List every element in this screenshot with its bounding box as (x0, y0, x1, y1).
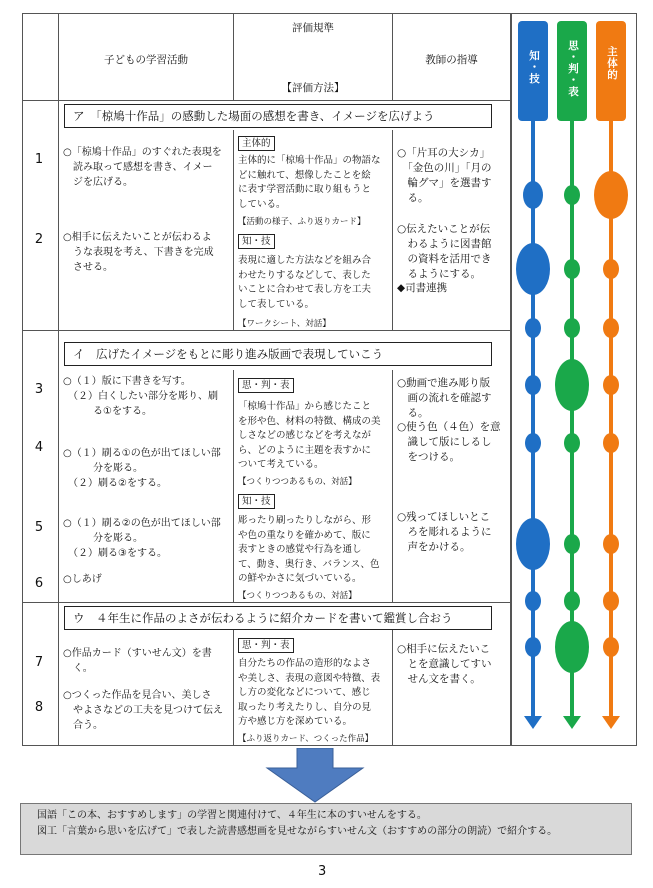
criteria-note-5: 【ふり返りカード、つくった作品】 (238, 734, 374, 744)
row-number-1: 1 (34, 152, 44, 167)
teacher-2: ○伝えたいことが伝 わるように図書館 の資料を活用でき るようにする。 (397, 223, 492, 280)
row-number-5: 5 (34, 520, 44, 535)
criteria-note-2: 【ワークシート、対話】 (238, 319, 331, 329)
criteria-text-4: 彫ったり刷ったりしながら、形 や色の重なりを確かめて、版に 表すときの感覚や行為を通し て、動き、奥行き、バランス、色 の鮮やかさに気づいている。 (238, 515, 380, 584)
aspect-label-shihanpyo: 思・判・表 (567, 40, 579, 98)
activity-8: ○つくった作品を見合い、美しさ やよさなどの工夫を見つけて伝え 合う。 (63, 690, 223, 731)
teacher-3: ○動画で進み彫り版 画の流れを確認す る。 (397, 377, 492, 419)
activity-3: ○（１）版に下書きを写す。 （２）白くしたい部分を彫り、刷 る①をする。 (63, 376, 218, 417)
criteria-tag-chigi-1: 知・技 (238, 234, 275, 249)
criteria-tag-shihanpyo-1: 思・判・表 (238, 378, 294, 393)
activity-7: ○作品カード（すいせん文）を書 く。 (63, 648, 212, 674)
unit-title-a: ア 「椋鳩十作品」の感動した場面の感想を書き、イメージを広げよう (64, 104, 492, 128)
row-number-6: 6 (34, 576, 44, 591)
activity-6: ○しあげ (63, 574, 102, 585)
teacher-2b: ◆司書連携 (397, 282, 448, 294)
criteria-tag-shutaiteki: 主体的 (238, 136, 275, 151)
footer-note (20, 803, 632, 855)
criteria-text-3: 「椋鳩十作品」から感じたこと を形や色、材料の特徴、構成の美 しさなどの感じなどを考えなが ら、どのように主題を表すかに ついて考えている。 (238, 401, 381, 470)
criteria-note-3: 【つくりつつあるもの、対話】 (238, 477, 357, 487)
header-criteria-method: 【評価方法】 (281, 82, 345, 94)
activity-2: ○相手に伝えたいことが伝わるよ うな表現を考え、下書きを完成 させる。 (63, 232, 214, 273)
footer-line-1: 国語「この本、おすすめします」の学習と関連付けて、４年生に本のすいせんをする。 (27, 810, 427, 821)
page-number: 3 (318, 864, 327, 879)
row-number-4: 4 (34, 440, 44, 455)
teacher-5: ○残ってほしいとこ ろを彫れるように 声をかける。 (397, 511, 492, 553)
aspect-columns (511, 13, 637, 746)
activity-5: ○（１）刷る②の色が出てほしい部 分を彫る。 （２）刷る③をする。 (63, 518, 221, 559)
criteria-note-1: 【活動の様子、ふり返りカード】 (238, 217, 366, 227)
teacher-1: ○「片耳の大シカ」 「金色の川」「月の 輪グマ」を選書す る。 (397, 147, 492, 204)
aspect-column-shutaiteki (594, 21, 628, 729)
teacher-7: ○相手に伝えたいこ とを意識してすい せん文を書く。 (397, 643, 492, 685)
aspect-column-shihanpyo (555, 21, 589, 729)
row-number-3: 3 (34, 382, 44, 397)
criteria-tag-chigi-2: 知・技 (238, 494, 275, 509)
footer-line-2: 図工「言葉から思いを広げて」で表した読書感想画を見せながらすいせん文（おすすめの部分の朗読）で紹介する。 (27, 826, 558, 837)
criteria-tag-shihanpyo-2: 思・判・表 (238, 638, 294, 653)
row-number-7: 7 (34, 655, 44, 670)
down-arrow-icon (265, 748, 365, 803)
aspect-label-chigi: 知・技 (528, 50, 540, 85)
activity-4: ○（１）刷る①の色が出てほしい部 分を彫る。 （２）刷る②をする。 (63, 448, 221, 489)
unit-title-u: ウ ４年生に作品のよさが伝わるように紹介カードを書いて鑑賞し合おう (64, 606, 492, 630)
row-number-2: 2 (34, 232, 44, 247)
aspect-column-chigi (516, 21, 550, 729)
activity-1: ○「椋鳩十作品」のすぐれた表現を 読み取って感想を書き、イメー ジを広げる。 (63, 147, 222, 188)
header-criteria: 評価規準 (292, 22, 334, 34)
unit-title-i: イ 広げたイメージをもとに彫り進み版画で表現していこう (64, 342, 492, 366)
row-number-8: 8 (34, 700, 44, 715)
header-teacher: 教師の指導 (425, 54, 478, 66)
teacher-4: ○使う色（４色）を意 識して版にしるし をつける。 (397, 421, 501, 463)
criteria-note-4: 【つくりつつあるもの、対話】 (238, 591, 357, 601)
header-activity: 子どもの学習活動 (104, 54, 188, 66)
criteria-text-5: 自分たちの作品の造形的なよさ や美しさ、表現の意図や特徴、表 し方の変化などについて、感じ 取ったり考えたりし、自分の見 方や感じ方を深めている。 (238, 658, 381, 727)
criteria-text-2: 表現に適した方法などを組み合 わせたりするなどして、表した いことに合わせて表し方を工夫 して表している。 (238, 255, 372, 310)
criteria-text-1: 主体的に「椋鳩十作品」の物語な どに触れて、想像したことを絵 に表す学習活動に取り組もうと している。 (238, 155, 381, 210)
aspect-label-shutaiteki: 主体的 (606, 46, 618, 81)
